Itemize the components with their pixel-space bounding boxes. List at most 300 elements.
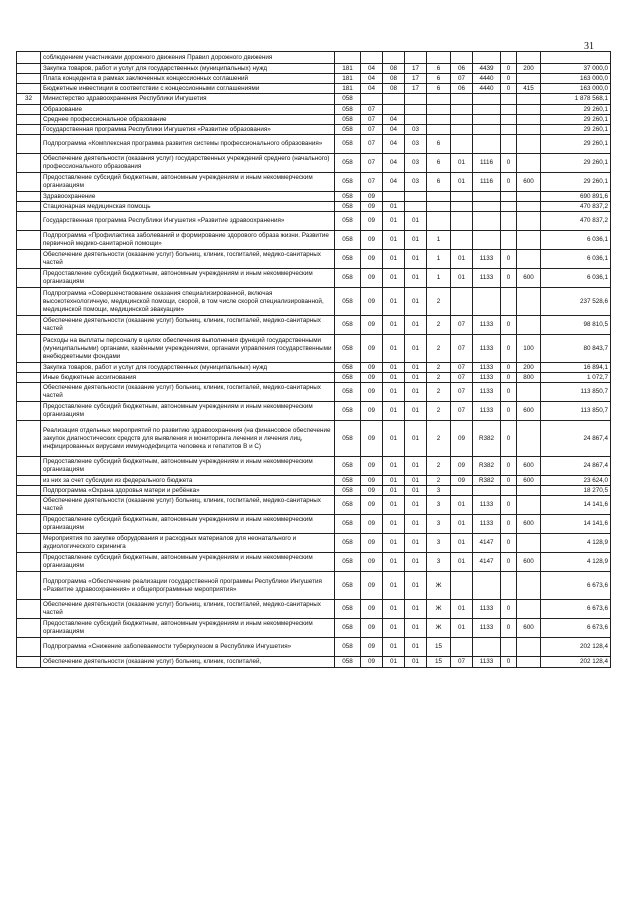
row-name: Бюджетные инвестиции в соответствии с концессионными соглашениями (41, 84, 335, 94)
row-amount: 470 837,2 (541, 202, 611, 212)
code-direction (473, 105, 501, 115)
code-subsection: 08 (383, 64, 405, 74)
code-program (405, 94, 427, 105)
row-number (17, 84, 41, 94)
code-ministry: 058 (335, 125, 361, 135)
row-number (17, 486, 41, 496)
code-subsection: 04 (383, 125, 405, 135)
code-subsection: 01 (383, 572, 405, 600)
code-ministry: 058 (335, 231, 361, 250)
code-subsection: 01 (383, 457, 405, 476)
row-amount: 1 878 568,1 (541, 94, 611, 105)
code-section: 09 (361, 421, 383, 457)
code-direction: R382 (473, 476, 501, 486)
code-extra: 0 (501, 64, 517, 74)
code-ministry: 058 (335, 421, 361, 457)
code-subprogram: 6 (427, 64, 451, 74)
code-ministry: 058 (335, 638, 361, 657)
code-expense-type (517, 212, 541, 231)
row-amount: 6 036,1 (541, 269, 611, 288)
code-direction: 1133 (473, 250, 501, 269)
code-event (451, 192, 473, 202)
table-row (17, 212, 611, 231)
code-program (405, 52, 427, 64)
row-number (17, 457, 41, 476)
code-event: 01 (451, 600, 473, 619)
code-direction (473, 192, 501, 202)
code-extra (501, 135, 517, 154)
row-number (17, 154, 41, 173)
code-expense-type (517, 638, 541, 657)
code-subprogram: 2 (427, 457, 451, 476)
code-extra (501, 52, 517, 64)
code-event (451, 638, 473, 657)
code-expense-type (517, 94, 541, 105)
code-subsection: 01 (383, 335, 405, 363)
row-amount: 6 673,6 (541, 572, 611, 600)
table-row (17, 250, 611, 269)
code-extra (501, 192, 517, 202)
code-expense-type (517, 105, 541, 115)
code-direction: 1133 (473, 383, 501, 402)
code-section: 09 (361, 202, 383, 212)
code-event: 07 (451, 402, 473, 421)
page-number: 31 (584, 41, 594, 52)
row-amount: 98 810,5 (541, 316, 611, 335)
code-subsection: 04 (383, 173, 405, 192)
code-program: 01 (405, 600, 427, 619)
code-direction: 1133 (473, 335, 501, 363)
code-section: 09 (361, 335, 383, 363)
row-name: Здравоохранение (41, 192, 335, 202)
code-ministry: 058 (335, 250, 361, 269)
code-ministry: 058 (335, 212, 361, 231)
code-extra: 0 (501, 84, 517, 94)
code-program: 03 (405, 125, 427, 135)
row-number: 32 (17, 94, 41, 105)
code-subprogram (427, 212, 451, 231)
table-row (17, 74, 611, 84)
code-program: 01 (405, 250, 427, 269)
code-event (451, 486, 473, 496)
code-program: 01 (405, 534, 427, 553)
table-row (17, 383, 611, 402)
row-number (17, 125, 41, 135)
code-ministry: 058 (335, 269, 361, 288)
row-name: Обеспечение деятельности (оказание услуг) больниц, клиник, госпиталей, медико-санитарных частей (41, 600, 335, 619)
row-name: Обеспечение деятельности (оказание услуг) больниц, клиник, госпиталей, медико-санитарных частей (41, 250, 335, 269)
code-subsection: 01 (383, 363, 405, 373)
code-direction (473, 52, 501, 64)
code-program: 01 (405, 496, 427, 515)
row-amount: 6 036,1 (541, 250, 611, 269)
code-expense-type: 600 (517, 457, 541, 476)
code-event (451, 115, 473, 125)
code-section: 09 (361, 250, 383, 269)
row-number (17, 74, 41, 84)
code-subsection: 01 (383, 421, 405, 457)
row-name: Среднее профессиональное образование (41, 115, 335, 125)
code-extra: 0 (501, 363, 517, 373)
code-program: 17 (405, 84, 427, 94)
table-row (17, 486, 611, 496)
code-expense-type: 600 (517, 553, 541, 572)
code-subsection: 01 (383, 486, 405, 496)
code-section: 09 (361, 288, 383, 316)
code-section: 09 (361, 192, 383, 202)
table-row (17, 515, 611, 534)
row-number (17, 212, 41, 231)
code-program: 01 (405, 316, 427, 335)
code-ministry: 058 (335, 402, 361, 421)
row-amount: 6 036,1 (541, 231, 611, 250)
code-event (451, 135, 473, 154)
code-subsection: 08 (383, 84, 405, 94)
code-subprogram: 6 (427, 84, 451, 94)
code-direction: 1133 (473, 373, 501, 383)
code-expense-type (517, 74, 541, 84)
row-number (17, 476, 41, 486)
code-event (451, 288, 473, 316)
code-expense-type (517, 125, 541, 135)
code-program: 01 (405, 288, 427, 316)
code-expense-type (517, 231, 541, 250)
code-event (451, 52, 473, 64)
code-expense-type (517, 534, 541, 553)
code-program: 17 (405, 64, 427, 74)
code-ministry: 058 (335, 373, 361, 383)
code-subprogram: 2 (427, 421, 451, 457)
code-direction: 1133 (473, 316, 501, 335)
row-name: Обеспечение деятельности (оказание услуг) больниц, клиник, госпиталей, (41, 657, 335, 668)
table-row (17, 173, 611, 192)
row-name: Обеспечение деятельности (оказание услуг) больниц, клиник, госпиталей, медико-санитарных частей (41, 383, 335, 402)
code-section: 09 (361, 619, 383, 638)
row-amount: 29 260,1 (541, 125, 611, 135)
table-row (17, 476, 611, 486)
row-name: Предоставление субсидий бюджетным, автономным учреждениям и иным некоммерческим организациям (41, 553, 335, 572)
code-expense-type: 200 (517, 64, 541, 74)
code-program: 01 (405, 373, 427, 383)
code-direction: 1116 (473, 154, 501, 173)
code-subsection: 04 (383, 154, 405, 173)
code-extra: 0 (501, 515, 517, 534)
code-event: 01 (451, 173, 473, 192)
table-row (17, 363, 611, 373)
code-direction: 4440 (473, 84, 501, 94)
code-direction (473, 212, 501, 231)
row-number (17, 231, 41, 250)
row-amount (541, 52, 611, 64)
table-row (17, 125, 611, 135)
code-extra: 0 (501, 600, 517, 619)
row-amount: 4 128,9 (541, 534, 611, 553)
code-program: 01 (405, 335, 427, 363)
code-program (405, 202, 427, 212)
code-subprogram: 2 (427, 288, 451, 316)
code-program: 03 (405, 135, 427, 154)
code-extra: 0 (501, 476, 517, 486)
code-subprogram: 2 (427, 476, 451, 486)
code-event: 07 (451, 373, 473, 383)
table-row (17, 105, 611, 115)
row-name: Министерство здравоохранения Республики Ингушетия (41, 94, 335, 105)
row-amount: 18 270,5 (541, 486, 611, 496)
code-direction (473, 638, 501, 657)
code-subsection: 01 (383, 515, 405, 534)
code-section (361, 52, 383, 64)
row-name: Обеспечение деятельности (оказание услуг) больниц, клиник, госпиталей, медико-санитарных частей (41, 316, 335, 335)
code-direction (473, 231, 501, 250)
row-name: Предоставление субсидий бюджетным, автономным учреждениям и иным некоммерческим организациям (41, 269, 335, 288)
code-direction: 1133 (473, 402, 501, 421)
table-row (17, 457, 611, 476)
code-section: 07 (361, 115, 383, 125)
row-name: Закупка товаров, работ и услуг для государственных (муниципальных) нужд (41, 363, 335, 373)
code-ministry: 058 (335, 288, 361, 316)
table-row (17, 231, 611, 250)
code-event: 01 (451, 250, 473, 269)
code-extra (501, 212, 517, 231)
code-subsection: 01 (383, 202, 405, 212)
code-subprogram: 2 (427, 316, 451, 335)
code-program: 01 (405, 363, 427, 373)
code-subsection: 01 (383, 402, 405, 421)
code-subsection: 01 (383, 231, 405, 250)
table-row (17, 600, 611, 619)
code-ministry: 058 (335, 515, 361, 534)
code-subprogram (427, 192, 451, 202)
row-name: Закупка товаров, работ и услуг для государственных (муниципальных) нужд (41, 64, 335, 74)
code-subsection: 01 (383, 657, 405, 668)
code-section: 09 (361, 534, 383, 553)
code-extra: 0 (501, 383, 517, 402)
row-amount: 237 528,6 (541, 288, 611, 316)
code-ministry: 058 (335, 486, 361, 496)
row-number (17, 335, 41, 363)
row-number (17, 316, 41, 335)
code-event: 06 (451, 64, 473, 74)
code-section: 07 (361, 105, 383, 115)
code-section: 09 (361, 515, 383, 534)
code-ministry: 058 (335, 619, 361, 638)
row-number (17, 373, 41, 383)
code-expense-type (517, 496, 541, 515)
row-name: Подпрограмма «Совершенствование оказания специализированной, включая высокотехнологичную, медицинской помощи, скорой, в том числе скорой специализированной, медицинской помощи, медицинской эвакуации» (41, 288, 335, 316)
row-number (17, 638, 41, 657)
row-amount: 29 260,1 (541, 105, 611, 115)
code-extra: 0 (501, 316, 517, 335)
code-subsection: 08 (383, 74, 405, 84)
row-amount: 202 128,4 (541, 638, 611, 657)
row-amount: 14 141,6 (541, 496, 611, 515)
code-program: 01 (405, 638, 427, 657)
code-subsection: 01 (383, 619, 405, 638)
row-name: Подпрограмма «Снижение заболеваемости туберкулезом в Республике Ингушетия» (41, 638, 335, 657)
code-expense-type: 600 (517, 173, 541, 192)
code-extra (501, 486, 517, 496)
code-extra (501, 202, 517, 212)
row-number (17, 421, 41, 457)
code-extra: 0 (501, 657, 517, 668)
code-subsection (383, 52, 405, 64)
code-section (361, 94, 383, 105)
code-expense-type: 200 (517, 363, 541, 373)
code-subprogram: 2 (427, 335, 451, 363)
code-subprogram: 1 (427, 269, 451, 288)
code-section: 09 (361, 572, 383, 600)
code-subprogram (427, 202, 451, 212)
code-subprogram: 1 (427, 250, 451, 269)
code-section: 07 (361, 173, 383, 192)
code-direction (473, 572, 501, 600)
row-amount: 6 673,6 (541, 600, 611, 619)
row-amount: 690 891,6 (541, 192, 611, 202)
code-event: 07 (451, 335, 473, 363)
row-amount: 202 128,4 (541, 657, 611, 668)
row-number (17, 64, 41, 74)
code-event: 01 (451, 553, 473, 572)
code-subprogram: Ж (427, 600, 451, 619)
table-row (17, 402, 611, 421)
code-event: 01 (451, 534, 473, 553)
code-section: 09 (361, 476, 383, 486)
code-ministry: 058 (335, 553, 361, 572)
code-program: 01 (405, 231, 427, 250)
code-event: 09 (451, 476, 473, 486)
code-expense-type (517, 421, 541, 457)
code-subprogram: 15 (427, 638, 451, 657)
code-extra (501, 94, 517, 105)
table-row (17, 335, 611, 363)
code-event: 01 (451, 269, 473, 288)
code-direction: 4147 (473, 534, 501, 553)
code-event: 07 (451, 363, 473, 373)
row-number (17, 496, 41, 515)
code-expense-type: 600 (517, 476, 541, 486)
code-subsection: 04 (383, 115, 405, 125)
code-section: 09 (361, 231, 383, 250)
code-section: 09 (361, 457, 383, 476)
code-direction (473, 202, 501, 212)
code-ministry: 181 (335, 84, 361, 94)
code-ministry: 058 (335, 476, 361, 486)
row-number (17, 202, 41, 212)
code-section: 09 (361, 373, 383, 383)
code-subsection: 01 (383, 212, 405, 231)
row-amount: 1 072,7 (541, 373, 611, 383)
code-extra (501, 638, 517, 657)
code-expense-type: 600 (517, 619, 541, 638)
code-direction (473, 115, 501, 125)
row-number (17, 402, 41, 421)
code-section: 07 (361, 125, 383, 135)
code-expense-type (517, 288, 541, 316)
code-program: 01 (405, 421, 427, 457)
code-extra (501, 288, 517, 316)
code-expense-type (517, 486, 541, 496)
row-number (17, 52, 41, 64)
code-extra: 0 (501, 457, 517, 476)
code-subsection: 01 (383, 269, 405, 288)
code-subprogram: Ж (427, 572, 451, 600)
row-name: Подпрограмма «Охрана здоровья матери и ребёнка» (41, 486, 335, 496)
code-subsection (383, 94, 405, 105)
code-section: 09 (361, 316, 383, 335)
code-subprogram: 6 (427, 173, 451, 192)
row-amount: 29 260,1 (541, 154, 611, 173)
code-direction: 1133 (473, 269, 501, 288)
code-expense-type (517, 316, 541, 335)
code-subsection: 04 (383, 135, 405, 154)
row-number (17, 363, 41, 373)
code-event: 01 (451, 154, 473, 173)
row-amount: 163 000,0 (541, 84, 611, 94)
code-program: 01 (405, 457, 427, 476)
row-amount: 113 850,7 (541, 383, 611, 402)
code-event: 07 (451, 74, 473, 84)
code-extra: 0 (501, 173, 517, 192)
row-amount: 113 850,7 (541, 402, 611, 421)
code-expense-type: 600 (517, 269, 541, 288)
code-extra (501, 105, 517, 115)
row-number (17, 192, 41, 202)
row-name: Подпрограмма «Комплексная программа развития системы профессионального образования» (41, 135, 335, 154)
code-extra: 0 (501, 421, 517, 457)
row-amount: 80 843,7 (541, 335, 611, 363)
table-row (17, 553, 611, 572)
row-number (17, 553, 41, 572)
code-expense-type: 100 (517, 335, 541, 363)
code-subprogram: 2 (427, 383, 451, 402)
code-event: 01 (451, 619, 473, 638)
code-section: 09 (361, 269, 383, 288)
code-subprogram: 6 (427, 74, 451, 84)
table-row (17, 52, 611, 64)
code-direction: 1133 (473, 600, 501, 619)
code-direction (473, 288, 501, 316)
code-extra: 0 (501, 619, 517, 638)
code-ministry: 058 (335, 154, 361, 173)
row-name: Предоставление субсидий бюджетным, автономным учреждениям и иным некоммерческим организациям (41, 173, 335, 192)
table-row (17, 135, 611, 154)
row-number (17, 250, 41, 269)
code-subprogram: 3 (427, 496, 451, 515)
code-direction: 1116 (473, 173, 501, 192)
code-section: 04 (361, 64, 383, 74)
row-number (17, 572, 41, 600)
code-subsection: 01 (383, 476, 405, 486)
table-row (17, 421, 611, 457)
code-subprogram: 3 (427, 486, 451, 496)
code-extra: 0 (501, 250, 517, 269)
code-ministry: 058 (335, 135, 361, 154)
code-expense-type (517, 383, 541, 402)
table-row (17, 657, 611, 668)
code-ministry (335, 52, 361, 64)
table-row (17, 84, 611, 94)
code-expense-type (517, 135, 541, 154)
code-extra: 0 (501, 154, 517, 173)
code-subprogram (427, 105, 451, 115)
table-row (17, 638, 611, 657)
row-amount: 16 894,1 (541, 363, 611, 373)
row-name: Предоставление субсидий бюджетным, автономным учреждениям и иным некоммерческим организациям (41, 457, 335, 476)
table-row (17, 192, 611, 202)
code-section: 09 (361, 212, 383, 231)
code-program: 17 (405, 74, 427, 84)
code-subsection: 01 (383, 553, 405, 572)
